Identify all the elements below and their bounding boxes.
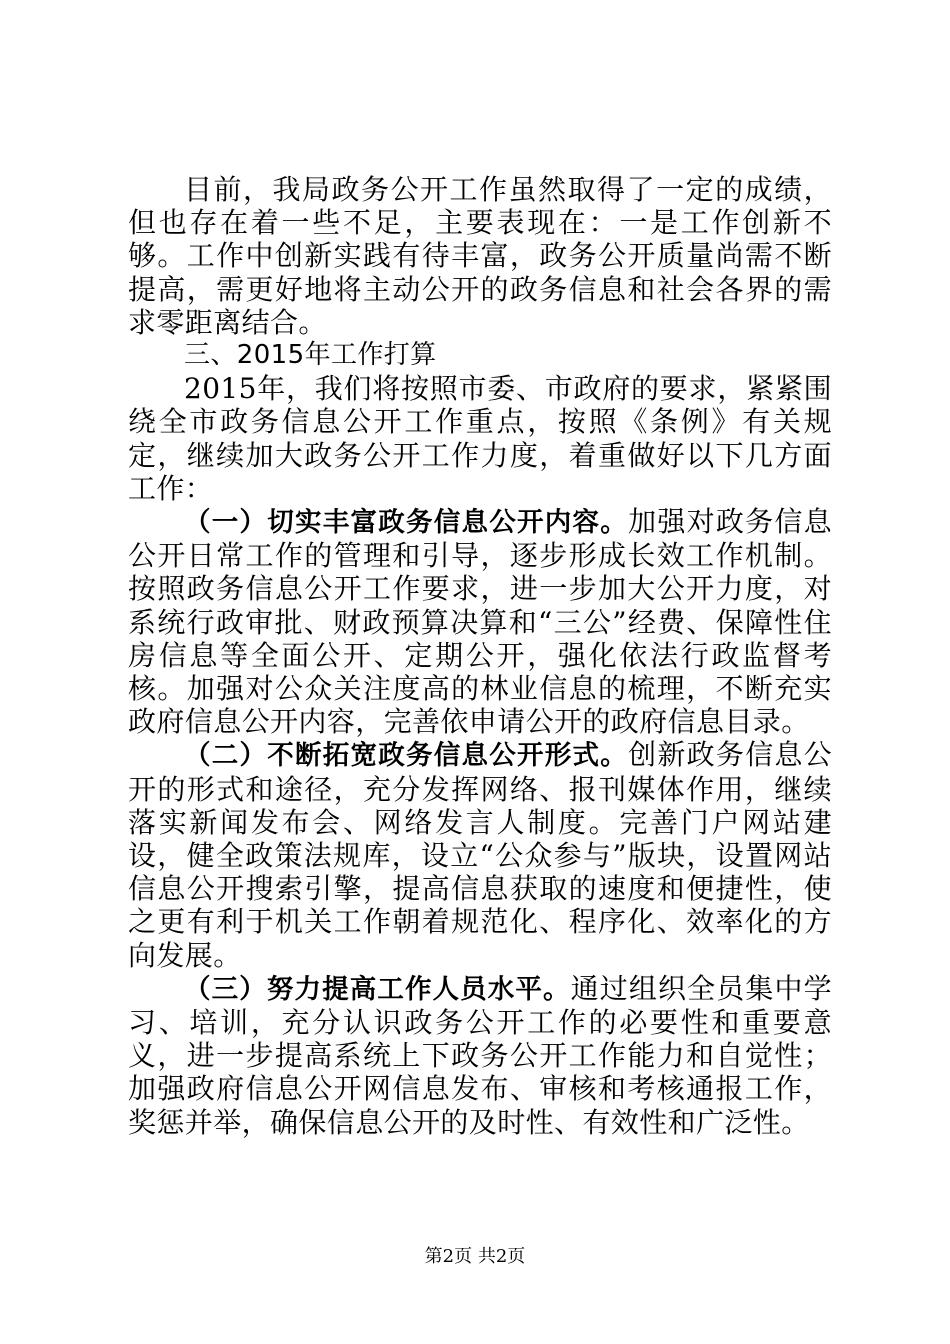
paragraph-current-status: 目前，我局政务公开工作虽然取得了一定的成绩，但也存在着一些不足，主要表现在：一是工作创新不够。工作中创新实践有待丰富，政务公开质量尚需不断提高，需更好地将主动公开的政务信息和社会各界的需求零距离结合。 [128,173,832,339]
item-lead: （一）切实丰富政务信息公开内容。 [184,507,629,539]
item-body: 创新政务信息公开的形式和途径，充分发挥网络、报刊媒体作用，继续落实新闻发布会、网络发言人制度。完善门户网站建设，健全政策法规库，设立“公众参与”版块，设置网站信息公开搜索引擎，提高信息获取的速度和便捷性，使之更有利于机关工作朝着规范化、程序化、效率化的方向发展。 [128,738,832,972]
document-body [128,173,832,1139]
item-body: 加强对政务信息公开日常工作的管理和引导，逐步形成长效工作机制。按照政务信息公开工作要求，进一步加大公开力度，对系统行政审批、财政预算决算和“三公”经费、保障性住房信息等全面公开、定期公开，强化依法行政监督考核。加强对公众关注度高的林业信息的梳理，不断充实政府信息公开内容，完善依申请公开的政府信息目录。 [128,505,832,739]
item-improve-staff [128,972,832,1139]
paragraph-2015-intro: 2015年，我们将按照市委、市政府的要求，紧紧围绕全市政务信息公开工作重点，按照《条例》有关规定，继续加大政务公开工作力度，着重做好以下几方面工作： [128,372,832,505]
item-lead: （二）不断拓宽政务信息公开形式。 [184,740,629,772]
section-heading-2015-plan: 三、2015年工作打算 [184,340,437,371]
item-lead: （三）努力提高工作人员水平。 [184,973,571,1005]
item-body: 通过组织全员集中学习、培训，充分认识政务公开工作的必要性和重要意义，进一步提高系统上下政务公开工作能力和自觉性；加强政府信息公开网信息发布、审核和考核通报工作，奖惩并举，确保信息公开的及时性、有效性和广泛性。 [128,971,832,1139]
item-enrich-content [128,505,832,738]
item-expand-forms [128,738,832,971]
page-footer: 第2页 共2页 [424,1246,526,1267]
